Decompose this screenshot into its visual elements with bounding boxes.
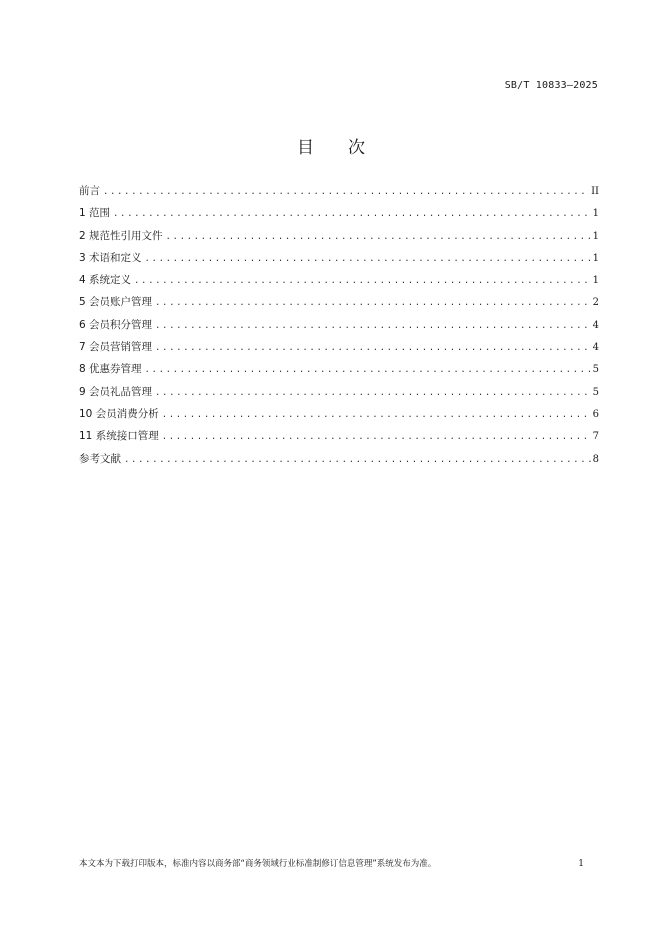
toc-entry-page: 5: [592, 386, 599, 398]
toc-entry-page: 7: [592, 431, 599, 443]
toc-entry-label: 11 系统接口管理: [79, 430, 159, 443]
toc-entry-system-definition[interactable]: [79, 269, 599, 291]
toc-list: [79, 180, 599, 470]
toc-entry-coupon-management[interactable]: [79, 358, 599, 380]
toc-entry-page: II: [591, 186, 599, 197]
toc-entry-page: 1: [592, 230, 599, 242]
toc-entry-page: 5: [592, 364, 599, 376]
toc-dot-leader: [162, 426, 591, 448]
toc-entry-page: 1: [592, 208, 599, 220]
toc-dot-leader: [103, 181, 589, 203]
toc-entry-page: 2: [592, 297, 599, 309]
toc-dot-leader: [145, 359, 591, 381]
toc-entry-label: 1 范围: [79, 207, 111, 220]
toc-entry-terms-definitions[interactable]: [79, 247, 599, 269]
toc-dot-leader: [162, 404, 591, 426]
toc-entry-label: 4 系统定义: [79, 274, 132, 287]
toc-entry-page: 1: [592, 275, 599, 287]
toc-entry-consumption-analysis[interactable]: [79, 403, 599, 425]
toc-dot-leader: [113, 203, 591, 225]
toc-entry-page: 8: [592, 453, 599, 465]
toc-entry-label: 7 会员营销管理: [79, 341, 153, 354]
toc-dot-leader: [134, 270, 591, 292]
toc-entry-label: 5 会员账户管理: [79, 296, 153, 309]
toc-dot-leader: [155, 315, 591, 337]
toc-entry-label: 前言: [79, 185, 100, 197]
toc-entry-label: 8 优惠券管理: [79, 363, 142, 376]
toc-dot-leader: [145, 248, 591, 270]
toc-dot-leader: [155, 292, 591, 314]
toc-entry-marketing-management[interactable]: [79, 336, 599, 358]
toc-entry-page: 1: [592, 252, 599, 264]
toc-entry-gift-management[interactable]: [79, 381, 599, 403]
toc-title: [0, 133, 662, 158]
toc-dot-leader: [166, 226, 591, 248]
toc-entry-scope[interactable]: [79, 202, 599, 224]
toc-title-char-1: 目: [297, 138, 314, 158]
toc-title-char-2: 次: [348, 138, 365, 158]
toc-entry-label: 3 术语和定义: [79, 251, 142, 264]
toc-entry-label: 参考文献: [79, 452, 121, 465]
toc-entry-page: 4: [592, 342, 599, 354]
toc-entry-interface-management[interactable]: [79, 425, 599, 447]
toc-entry-label: 6 会员积分管理: [79, 318, 153, 331]
toc-entry-bibliography[interactable]: [79, 448, 599, 470]
toc-entry-foreword[interactable]: [79, 180, 599, 202]
toc-entry-account-management[interactable]: [79, 291, 599, 313]
toc-dot-leader: [124, 449, 591, 471]
toc-entry-normative-references[interactable]: [79, 225, 599, 247]
toc-entry-page: 6: [592, 408, 599, 420]
document-number: SB/T 10833—2025: [504, 80, 598, 91]
toc-dot-leader: [155, 337, 591, 359]
toc-entry-label: 2 规范性引用文件: [79, 229, 163, 242]
toc-entry-page: 4: [592, 319, 599, 331]
toc-entry-label: 10 会员消费分析: [79, 407, 159, 420]
toc-entry-label: 9 会员礼品管理: [79, 385, 153, 398]
footer-note: 本文本为下载打印版本，标准内容以商务部“商务领域行业标准制修订信息管理”系统发布为准。: [79, 859, 437, 869]
toc-entry-points-management[interactable]: [79, 314, 599, 336]
toc-dot-leader: [155, 382, 591, 404]
footer-page-number: 1: [578, 859, 584, 869]
